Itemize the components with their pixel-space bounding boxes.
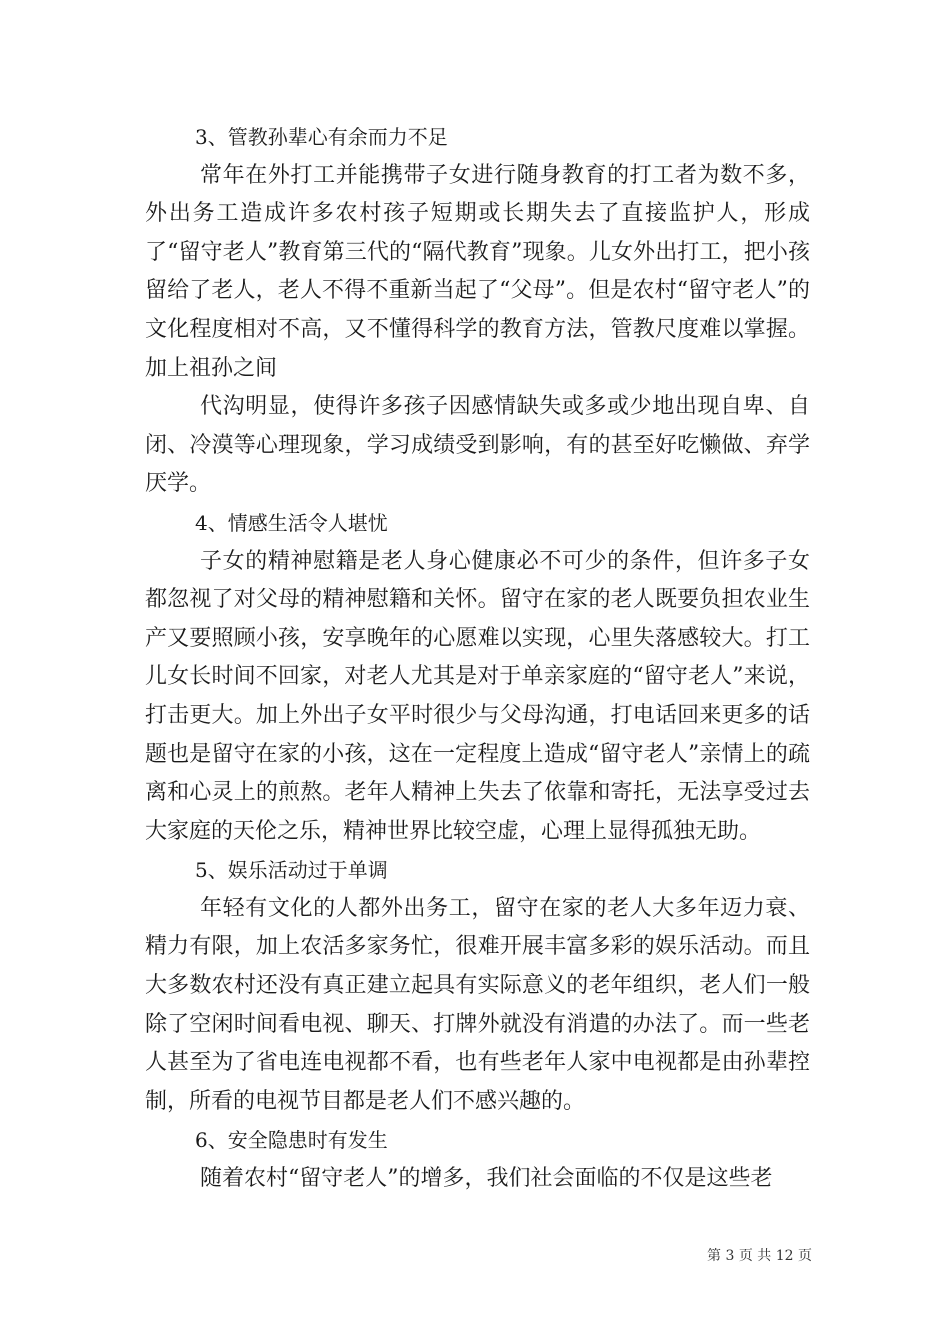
- document-body: [145, 118, 810, 1199]
- page-number-footer: 第 3 页 共 12 页: [707, 1248, 812, 1264]
- paragraph: 代沟明显，使得许多孩子因感情缺失或多或少地出现自卑、自闭、冷漠等心理现象，学习成绩受到影响，有的甚至好吃懒做、弃学厌学。: [145, 394, 810, 497]
- section-heading: 4、情感生活令人堪忧: [195, 510, 388, 535]
- paragraph: 子女的精神慰籍是老人身心健康必不可少的条件，但许多子女都忽视了对父母的精神慰籍和关怀。留守在家的老人既要负担农业生产又要照顾小孩，安享晚年的心愿难以实现，心里失落感较大。打工儿女长时间不回家，对老人尤其是对于单亲家庭的“留守老人”来说，打击更大。加上外出子女平时很少与父母沟通，打电话回来更多的话题也是留守在家的小孩，这在一定程度上造成“留守老人”亲情上的疏离和心灵上的煎熬。老年人精神上失去了依靠和寄托，无法享受过去大家庭的天伦之乐，精神世界比较空虚，心理上显得孤独无助。: [145, 548, 810, 844]
- paragraph: 年轻有文化的人都外出务工，留守在家的老人大多年迈力衰、精力有限，加上农活多家务忙，很难开展丰富多彩的娱乐活动。而且大多数农村还没有真正建立起具有实际意义的老年组织，老人们一般除了空闲时间看电视、聊天、打牌外就没有消遣的办法了。而一些老人甚至为了省电连电视都不看，也有些老年人家中电视都是由孙辈控制，所看的电视节目都是老人们不感兴趣的。: [145, 895, 810, 1114]
- paragraph: 常年在外打工并能携带子女进行随身教育的打工者为数不多，外出务工造成许多农村孩子短期或长期失去了直接监护人，形成了“留守老人”教育第三代的“隔代教育”现象。儿女外出打工，把小孩留给了老人，老人不得不重新当起了“父母”。但是农村“留守老人”的文化程度相对不高，又不懂得科学的教育方法，管教尺度难以掌握。加上祖孙之间: [145, 162, 810, 381]
- paragraph: 随着农村“留守老人”的增多，我们社会面临的不仅是这些老: [200, 1166, 773, 1192]
- section-heading: 3、管教孙辈心有余而力不足: [195, 125, 448, 149]
- section-heading: 6、安全隐患时有发生: [195, 1128, 388, 1153]
- section-heading: 5、娱乐活动过于单调: [195, 858, 388, 883]
